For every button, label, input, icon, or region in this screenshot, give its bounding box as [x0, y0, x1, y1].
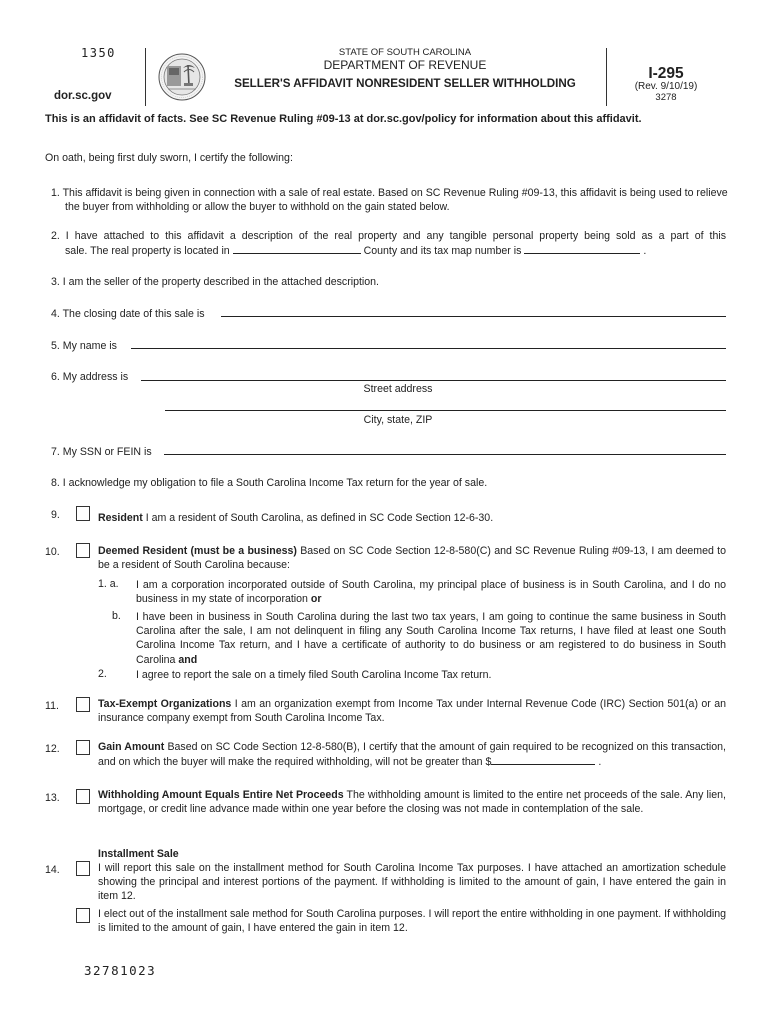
elect-out-installment-checkbox[interactable] — [76, 908, 90, 923]
form-title: SELLER'S AFFIDAVIT NONRESIDENT SELLER WITHHOLDING — [234, 77, 576, 90]
deemed-resident-checkbox[interactable] — [76, 543, 90, 558]
item-11-number: 11. — [45, 700, 59, 712]
ssn-fein-field[interactable] — [164, 454, 726, 455]
item-2-line2: sale. The real property is located in County and its tax map number is . — [65, 245, 647, 257]
item-14-heading: Installment Sale — [98, 848, 179, 860]
state-name: STATE OF SOUTH CAROLINA — [338, 47, 472, 58]
resident-checkbox[interactable] — [76, 506, 90, 521]
item-12-text: Gain Amount Based on SC Code Section 12-8-580(B), I certify that the amount of gain required to be recognized on this transaction, and on which the buyer will make the required withholding, will not be greater than $ . — [98, 741, 726, 769]
item-6-label: 6. My address is — [51, 371, 129, 383]
item-2-line1: 2. I have attached to this affidavit a description of the real property and any tangible personal property being sold as a part of this — [51, 230, 726, 242]
oath-statement: On oath, being first duly sworn, I certify the following: — [45, 152, 293, 164]
doc-number: 3278 — [655, 92, 677, 103]
item-13-text: Withholding Amount Equals Entire Net Proceeds The withholding amount is limited to the entire net proceeds of the sale. Any lien, mortgage, or credit line advance made within one year before the closing was not made in contemplation of the sale. — [98, 789, 726, 816]
item-10-number: 10. — [45, 546, 60, 558]
state-seal — [158, 53, 206, 101]
item-8: 8. I acknowledge my obligation to file a South Carolina Income Tax return for the year of sale. — [51, 477, 488, 489]
item-1: 1. This affidavit is being given in connection with a sale of real estate. Based on SC Revenue Ruling #09-13, this affidavit is being used to relieve the buyer from withholding or allow the buyer to withhold on the gain stated below. — [51, 187, 728, 214]
city-state-zip-caption: City, state, ZIP — [363, 414, 433, 426]
item-10-1a-text: I am a corporation incorporated outside of South Carolina, my principal place of business is in South Carolina, and I do no business in my state of incorporation or — [136, 579, 726, 606]
item-4-label: 4. The closing date of this sale is — [51, 308, 205, 320]
entire-net-proceeds-checkbox[interactable] — [76, 789, 90, 804]
item-7-label: 7. My SSN or FEIN is — [51, 446, 152, 458]
header-divider-left — [145, 48, 146, 106]
website-label: dor.sc.gov — [54, 90, 112, 102]
installment-method-checkbox[interactable] — [76, 861, 90, 876]
form-code: 1350 — [81, 46, 116, 60]
revision-date: (Rev. 9/10/19) — [634, 81, 698, 92]
tax-exempt-checkbox[interactable] — [76, 697, 90, 712]
street-address-field[interactable] — [141, 380, 726, 381]
affidavit-notice: This is an affidavit of facts. See SC Revenue Ruling #09-13 at dor.sc.gov/policy for information about this affidavit. — [45, 113, 642, 125]
closing-date-field[interactable] — [221, 316, 726, 317]
item-14-text: I will report this sale on the installment method for South Carolina Income Tax purposes. I have attached an amortization schedule showing the principal and interest portions of the payment. If withholding is limited to the amount of gain, I have entered the gain in item 12. — [98, 862, 726, 903]
department-name: DEPARTMENT OF REVENUE — [323, 58, 487, 72]
item-10-2-text: I agree to report the sale on a timely filed South Carolina Income Tax return. — [136, 669, 492, 681]
gain-amount-field[interactable] — [491, 754, 595, 765]
item-10-1b-text: I have been in business in South Carolina during the last two tax years, I am going to continue the same business in South Carolina after the sale, I am not delinquent in filing any South Carolina Income Tax returns, I have filed at least one South Carolina Income Tax return, and I have a certificate of authority to do business or am registered to do business in South Carolina and — [136, 611, 726, 666]
item-5-label: 5. My name is — [51, 340, 117, 352]
item-9-text: Resident I am a resident of South Carolina, as defined in SC Code Section 12-6-30. — [98, 512, 494, 524]
name-field[interactable] — [131, 348, 726, 349]
item-10-1b-label: b. — [112, 610, 121, 622]
item-12-number: 12. — [45, 743, 60, 755]
county-field[interactable] — [233, 243, 361, 254]
item-14-number: 14. — [45, 864, 60, 876]
gain-amount-checkbox[interactable] — [76, 740, 90, 755]
form-id: I-295 — [648, 65, 684, 82]
city-state-zip-field[interactable] — [165, 410, 726, 411]
item-11-text: Tax-Exempt Organizations I am an organization exempt from Income Tax under Internal Revenue Code (IRC) Section 501(a) or an insurance company exempt from South Carolina Income Tax. — [98, 698, 727, 725]
street-address-caption: Street address — [363, 383, 433, 395]
item-10-1a-label: 1. a. — [98, 578, 119, 590]
tax-map-number-field[interactable] — [524, 243, 640, 254]
item-3: 3. I am the seller of the property described in the attached description. — [51, 276, 380, 288]
item-9-number: 9. — [51, 509, 60, 521]
barcode-number: 32781023 — [84, 963, 157, 978]
item-10-2-label: 2. — [98, 668, 107, 680]
item-14b-text: I elect out of the installment sale method for South Carolina purposes. I will report the entire withholding in one payment. If withholding is limited to the amount of gain, I have entered the gain in item 12. — [98, 908, 726, 935]
item-10-text: Deemed Resident (must be a business) Based on SC Code Section 12-8-580(C) and SC Revenue Ruling #09-13, I am deemed to be a resident of South Carolina because: — [98, 545, 727, 572]
item-13-number: 13. — [45, 792, 60, 804]
